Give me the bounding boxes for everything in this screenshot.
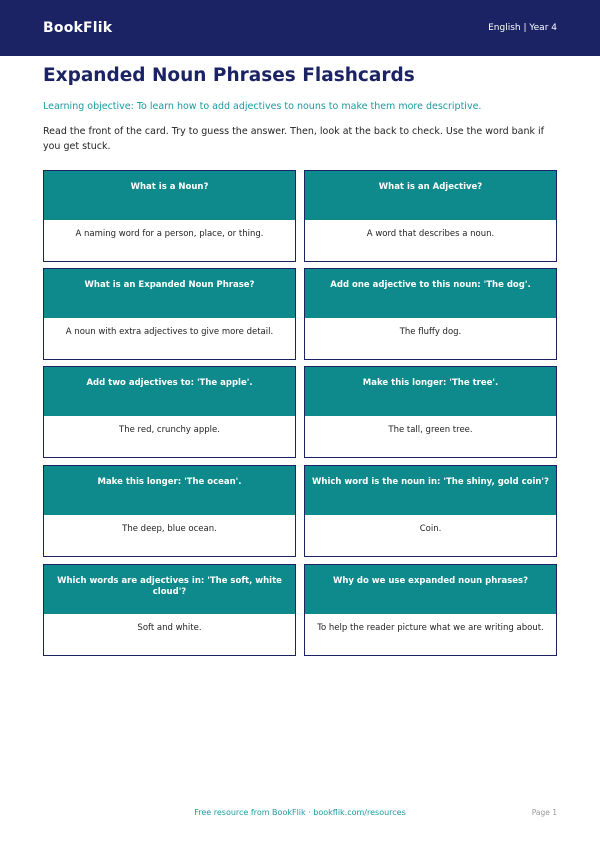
footer-link[interactable]: Free resource from BookFlik · bookflik.com/resources [194,808,406,817]
header-bar [0,0,600,56]
card-back: The tall, green tree. [388,425,473,435]
card-back: Soft and white. [137,623,202,633]
card-front: Make this longer: 'The tree'. [305,367,556,416]
card-front: What is a Noun? [44,171,295,220]
flashcard[interactable] [43,268,296,360]
flashcard[interactable] [43,366,296,458]
card-front: Which words are adjectives in: 'The soft, white cloud'? [44,565,295,614]
brand-logo[interactable]: BookFlik [43,20,113,36]
flashcard[interactable] [304,366,557,458]
subject-label: English | Year 4 [488,23,557,33]
card-back: A noun with extra adjectives to give more detail. [65,327,274,337]
flashcard[interactable] [304,465,557,557]
page-title: Expanded Noun Phrases Flashcards [43,65,415,86]
card-back: A naming word for a person, place, or thing. [75,229,264,239]
flashcard[interactable] [304,268,557,360]
card-front: Make this longer: 'The ocean'. [44,466,295,515]
learning-objective: Learning objective: To learn how to add adjectives to nouns to make them more descriptive. [43,101,482,112]
flashcard[interactable] [43,564,296,656]
card-back: The fluffy dog. [399,327,462,337]
card-front: What is an Expanded Noun Phrase? [44,269,295,318]
card-back: Coin. [419,524,442,534]
flashcard[interactable] [43,170,296,262]
card-back: The red, crunchy apple. [119,425,220,435]
card-front: What is an Adjective? [305,171,556,220]
card-back: A word that describes a noun. [366,229,495,239]
page-number: Page 1 [531,808,557,817]
card-front: Which word is the noun in: 'The shiny, gold coin'? [305,466,556,515]
card-back: The deep, blue ocean. [122,524,217,534]
flashcard[interactable] [304,564,557,656]
flashcard[interactable] [304,170,557,262]
card-front: Why do we use expanded noun phrases? [305,565,556,614]
card-front: Add two adjectives to: 'The apple'. [44,367,295,416]
card-front: Add one adjective to this noun: 'The dog'. [305,269,556,318]
card-back: To help the reader picture what we are writing about. [317,623,544,633]
instructions: Read the front of the card. Try to guess the answer. Then, look at the back to check. Use the word bank if you get stuck. [43,126,544,152]
flashcard[interactable] [43,465,296,557]
